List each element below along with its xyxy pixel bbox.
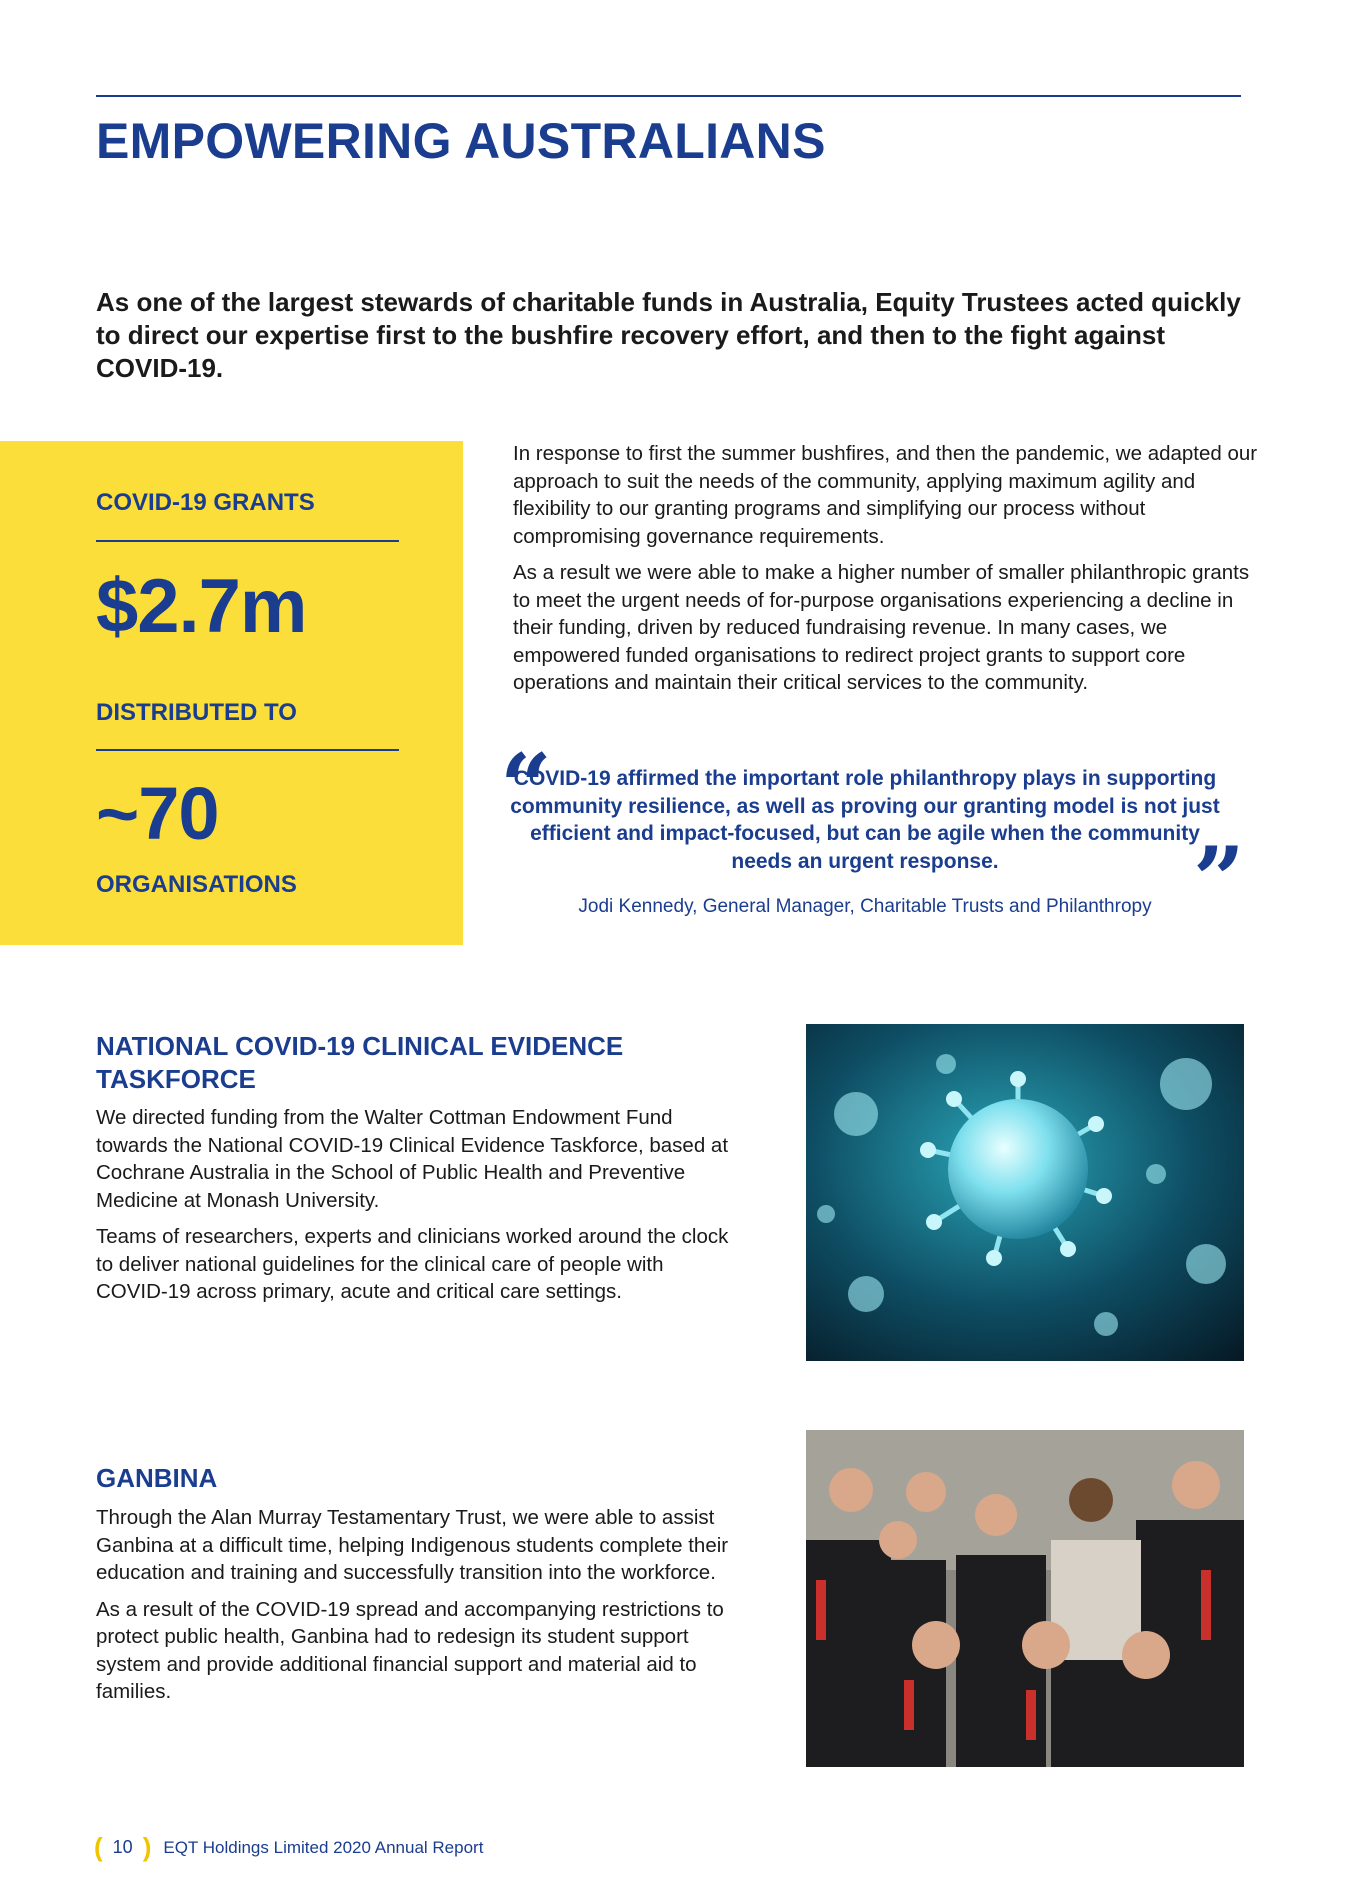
open-quote-icon: “ — [500, 734, 552, 840]
stat-label-organisations: ORGANISATIONS — [96, 871, 297, 898]
section-heading-taskforce: NATIONAL COVID-19 CLINICAL EVIDENCE TASKFORCE — [96, 1031, 624, 1094]
main-text-column — [513, 440, 1258, 697]
stat-label-distributed: DISTRIBUTED TO — [96, 699, 297, 726]
page-title: EMPOWERING AUSTRALIANS — [96, 113, 826, 169]
section-paragraph: Teams of researchers, experts and clinicians worked around the clock to deliver national guidelines for the clinical care of people with COVID-19 across primary, acute and critical care settings. — [96, 1225, 729, 1303]
stat-rule — [96, 540, 399, 542]
stat-label-grants: COVID-19 GRANTS — [96, 489, 315, 516]
stat-rule — [96, 749, 399, 751]
stat-value-amount: $2.7m — [96, 564, 307, 649]
section-paragraph: Through the Alan Murray Testamentary Trust, we were able to assist Ganbina at a difficult time, helping Indigenous students complete their education and training and successfully transition into the workforce. — [96, 1506, 729, 1584]
group-photo — [806, 1430, 1244, 1767]
quote-attribution: Jodi Kennedy, General Manager, Charitable Trusts and Philanthropy — [578, 896, 1152, 917]
virus-photo — [806, 1024, 1244, 1361]
main-paragraph: As a result we were able to make a higher number of smaller philanthropic grants to meet the urgent needs of for-purpose organisations experiencing a decline in their funding, driven by reduced fundraising revenue. In many cases, we empowered funded organisations to redirect project grants to support core operations and maintain their critical services to the community. — [513, 561, 1250, 694]
intro-paragraph: As one of the largest stewards of charitable funds in Australia, Equity Trustees acted quickly to direct our expertise first to the bushfire recovery effort, and then to the fight against COVID-19. — [96, 287, 1241, 383]
group-photo-illustration — [806, 1430, 1244, 1767]
virus-illustration — [806, 1024, 1244, 1361]
page-number: 10 — [112, 1837, 133, 1857]
section-paragraph: We directed funding from the Walter Cottman Endowment Fund towards the National COVID-19 Clinical Evidence Taskforce, based at Cochrane Australia in the School of Public Health and Preventive Medicine at Monash University. — [96, 1106, 729, 1212]
footer-open-paren: ( — [94, 1832, 103, 1862]
stats-panel — [0, 441, 463, 945]
close-quote-icon: ” — [1193, 827, 1245, 933]
section-paragraph: As a result of the COVID-19 spread and accompanying restrictions to protect public health, Ganbina had to redesign its student support system and provide additional financial support and material aid to families. — [96, 1597, 724, 1703]
footer-close-paren: ) — [142, 1832, 152, 1862]
section-heading-ganbina: GANBINA — [96, 1463, 218, 1493]
page-footer — [94, 1832, 483, 1863]
stat-value-organisations: ~70 — [96, 772, 219, 855]
main-paragraph: In response to first the summer bushfires, and then the pandemic, we adapted our approach to suit the needs of the community, applying maximum agility and flexibility to our granting programs and simplifying our process without compromising governance requirements. — [513, 442, 1258, 548]
section-body-ganbina — [96, 1504, 736, 1706]
section-body-taskforce — [96, 1104, 736, 1306]
top-rule — [96, 95, 1241, 97]
pull-quote: COVID-19 affirmed the important role philanthropy plays in supporting community resilience, as well as proving our granting model is not just efficient and impact-focused, but can be agile when the community needs an urgent response. — [510, 767, 1220, 873]
footer-text: EQT Holdings Limited 2020 Annual Report — [163, 1837, 484, 1857]
